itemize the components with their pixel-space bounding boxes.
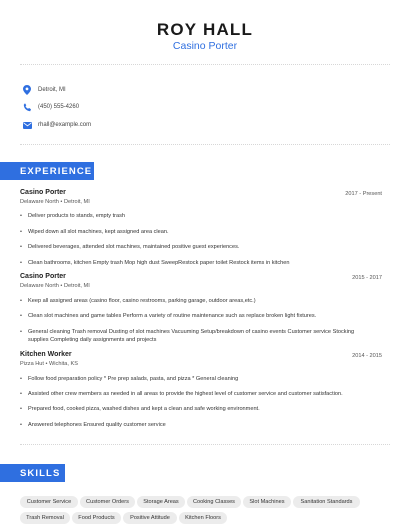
phone-icon	[22, 101, 32, 113]
job-1-bullet-1: • Deliver products to stands, empty trash	[20, 212, 370, 220]
location-pin-icon	[22, 84, 32, 96]
job-1-bullet-2: • Wiped down all slot machines, kept assigned area clean.	[20, 228, 370, 236]
job-3-bullet-2: • Assisted other crew members as needed in all areas to provide the highest level of customer service and customer satisfaction.	[20, 390, 370, 398]
skill-chip: Positive Attitude	[123, 512, 177, 524]
skill-chip: Storage Areas	[137, 496, 185, 508]
job-1-company: Delaware North	[20, 199, 59, 205]
email-icon	[22, 119, 32, 131]
contact-divider	[20, 144, 390, 145]
skill-chip: Food Products	[72, 512, 121, 524]
skill-chip: Kitchen Floors	[179, 512, 227, 524]
skill-chip: Customer Orders	[80, 496, 135, 508]
job-3-company-line: Pizza Hut • Wichita, KS	[20, 361, 78, 367]
contact-phone-text: (450) 555-4260	[38, 104, 80, 110]
candidate-title: Casino Porter	[172, 40, 238, 52]
job-2-dates: 2015 - 2017	[352, 275, 382, 281]
contact-location-text: Detroit, MI	[38, 87, 66, 93]
experience-divider	[20, 444, 390, 445]
contact-location	[22, 83, 66, 97]
job-3-bullet-1: • Follow food preparation policy * Pre prep salads, pasta, and pizza * General cleaning	[20, 375, 370, 383]
job-2-company: Delaware North	[20, 283, 59, 289]
job-1-bullet-3: • Delivered beverages, attended slot machines, maintained positive guest experiences.	[20, 243, 370, 251]
job-3-company: Pizza Hut	[20, 361, 44, 367]
skill-chip: Customer Service	[20, 496, 78, 508]
job-2-title: Casino Porter	[20, 273, 66, 280]
contact-email-text[interactable]: rhall@example.com	[38, 122, 92, 128]
job-1-bullet-4: • Clean bathrooms, kitchen Empty trash Mop high dust SweepRestock paper toilet Restock items in kitchen	[20, 259, 370, 267]
skills-heading: SKILLS	[0, 464, 65, 482]
skill-chip: Cooking Classes	[187, 496, 241, 508]
header-divider	[20, 64, 390, 65]
experience-heading: EXPERIENCE	[0, 162, 94, 180]
job-3-bullet-4: • Answered telephones Ensured quality customer service	[20, 421, 370, 429]
job-1-title: Casino Porter	[20, 189, 66, 196]
job-3-location: Wichita, KS	[49, 361, 78, 367]
job-2-bullet-2: • Clean slot machines and game tables Perform a variety of routine maintenance such as replace broken light fixtures.	[20, 312, 370, 320]
skill-chip: Sanitation Standards	[293, 496, 360, 508]
skill-chip: Slot Machines	[243, 496, 291, 508]
job-3-title: Kitchen Worker	[20, 351, 72, 358]
job-2-bullet-1: • Keep all assigned areas (casino floor, casino restrooms, parking garage, outdoor areas,etc.)	[20, 297, 370, 305]
job-1-dates: 2017 - Present	[345, 191, 382, 197]
candidate-name: ROY HALL	[156, 20, 254, 39]
job-2-bullet-3: • General cleaning Trash removal Dusting of slot machines Vacuuming Setup/breakdown of casino events Customer service Stocking supplies Completing daily assignments and projects	[20, 328, 370, 344]
contact-email[interactable]	[22, 118, 91, 132]
contact-phone	[22, 100, 79, 114]
job-3-dates: 2014 - 2015	[352, 353, 382, 359]
skill-chip: Trash Removal	[20, 512, 70, 524]
job-3-bullet-3: • Prepared food, cooked pizza, washed dishes and kept a clean and safe working environment.	[20, 405, 370, 413]
job-2-location: Detroit, MI	[63, 283, 90, 289]
job-2-company-line: Delaware North • Detroit, MI	[20, 283, 90, 289]
job-1-company-line: Delaware North • Detroit, MI	[20, 199, 90, 205]
job-1-location: Detroit, MI	[63, 199, 90, 205]
